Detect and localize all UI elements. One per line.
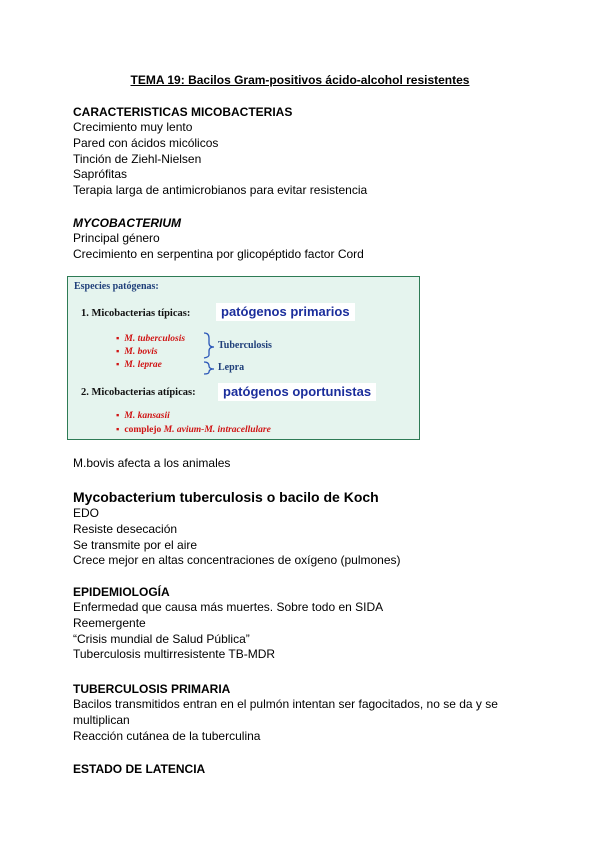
species-item: ▪ M. kansasii [116,411,170,421]
text-line: Enfermedad que causa más muertes. Sobre todo en SIDA [73,600,384,614]
section-caracteristicas [73,104,553,199]
text-line: Saprófitas [73,167,128,182]
text-line: Tuberculosis multirresistente TB-MDR [73,647,276,662]
text-line: Crece mejor en altas concentraciones de oxígeno (pulmones) [73,553,401,568]
section-heading: TUBERCULOSIS PRIMARIA [73,682,231,696]
text-line: Resiste desecación [73,521,178,536]
brace-icon [202,331,216,375]
species-item: ▪ M. tuberculosis [116,334,186,344]
text-line: Bacilos transmitidos entran en el pulmón intentan ser fagocitados, no se da y se multiplican [73,697,498,727]
category-typical: 1. Micobacterias típicas: [81,308,191,319]
text-line: Reacción cutánea de la tuberculina [73,728,261,743]
group-tuberculosis: Tuberculosis [218,340,272,351]
section-heading: ESTADO DE LATENCIA [73,762,206,776]
text-line: EDO [73,506,100,520]
text-line: Principal género [73,231,160,245]
text-line: Crecimiento muy lento [73,120,193,134]
section-heading: CARACTERISTICAS MICOBACTERIAS [73,105,293,119]
text-line: Reemergente [73,615,146,630]
text-line: Terapia larga de antimicrobianos para evitar resistencia [73,183,368,198]
document-title: TEMA 19: Bacilos Gram-positivos ácido-alcohol resistentes [130,73,470,87]
text-line: Pared con ácidos micólicos [73,135,219,150]
tag-opportunistic-pathogens: patógenos oportunistas [218,383,376,401]
section-primaria [73,681,553,744]
section-heading: Mycobacterium tuberculosis o bacilo de Koch [73,489,379,505]
section-heading: EPIDEMIOLOGÍA [73,585,170,599]
text-line: Crecimiento en serpentina por glicopéptido factor Cord [73,246,364,261]
tag-primary-pathogens: patógenos primarios [216,303,355,321]
category-atypical: 2. Micobacterias atípicas: [81,387,196,398]
species-item: ▪ complejo M. avium-M. intracellulare [116,425,271,435]
text-line: “Crisis mundial de Salud Pública” [73,631,250,646]
section-mycobacterium [73,215,553,263]
mbovis-note [73,456,553,472]
species-item: ▪ M. bovis [116,347,158,357]
group-lepra: Lepra [218,362,245,373]
text-line: Se transmite por el aire [73,537,198,552]
section-heading: MYCOBACTERIUM [73,216,181,230]
section-latencia [73,761,553,777]
text-line: M.bovis afecta a los animales [73,456,231,470]
text-line: Tinción de Ziehl-Nielsen [73,151,202,166]
figure-heading: Especies patógenas: [74,281,159,292]
species-figure [67,276,420,440]
section-epidemiologia [73,584,553,663]
section-tuberculosis [73,488,553,569]
species-item: ▪ M. leprae [116,360,162,370]
